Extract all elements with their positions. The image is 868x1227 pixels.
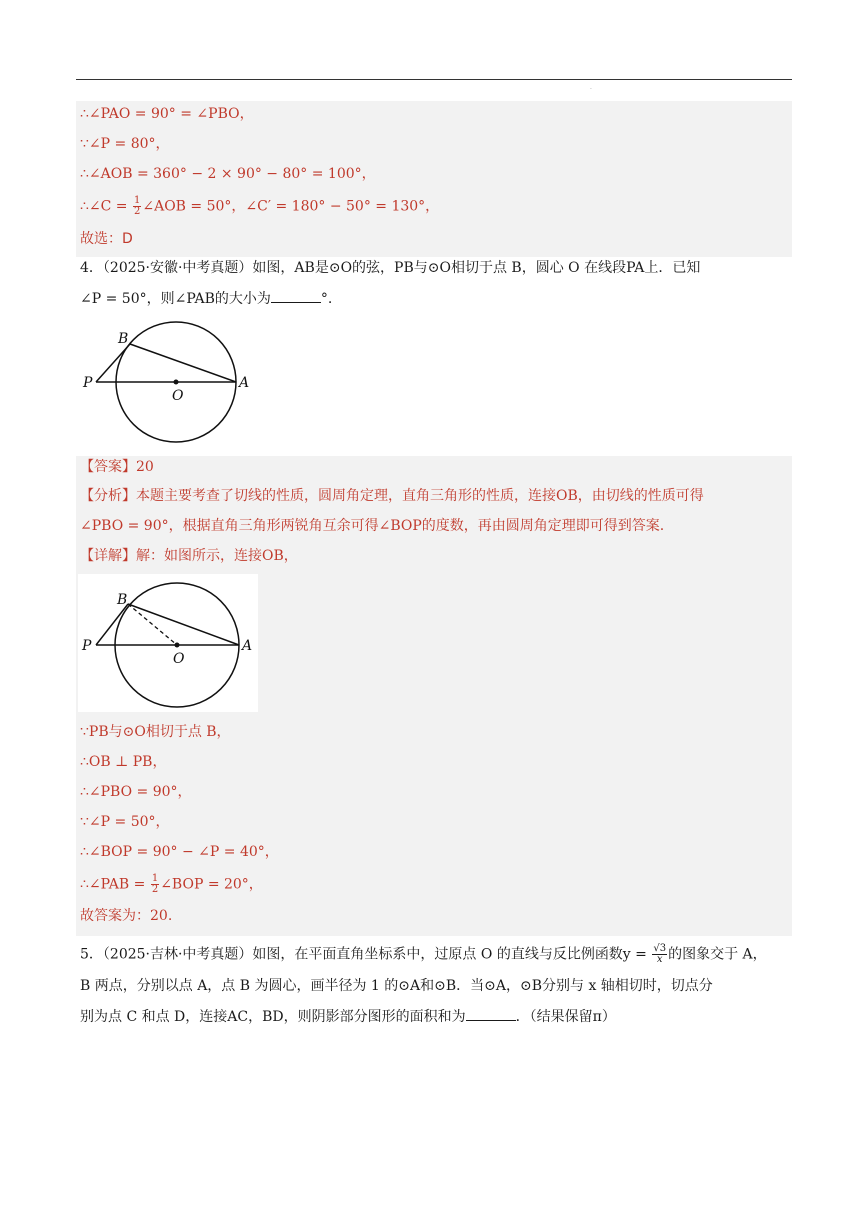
q4-detail-head: 【详解】: [80, 548, 136, 564]
q4-step-6-post: ∠BOP = 20°，: [160, 876, 263, 893]
label-a: A: [239, 375, 250, 391]
label-o: O: [172, 388, 184, 404]
segment-pb: [96, 344, 130, 382]
prev-line-3: ∴∠AOB = 360° − 2 × 90° − 80° = 100°，: [80, 166, 376, 182]
frac-den: 2: [151, 884, 159, 895]
q5-line-1: [80, 944, 767, 965]
q4-analysis-line-2: ∠PBO = 90°，根据直角三角形两锐角互余可得∠BOP的度数，再由圆周角定理即可得到答案.: [80, 518, 665, 534]
prev-line-4-pre: ∴∠C =: [80, 198, 132, 215]
segment-ba: [130, 344, 236, 382]
header-rule: [76, 79, 792, 80]
answer-blank: [271, 288, 321, 303]
q4-answer: 【答案】20: [80, 459, 154, 475]
q4-detail-text: 解：如图所示，连接OB，: [136, 548, 298, 564]
q4-step-2: ∴OB ⊥ PB，: [80, 754, 167, 770]
label-b: B: [117, 592, 128, 608]
q5-line-1-pre: 5．（2025·吉林·中考真题）如图，在平面直角坐标系中，过原点 O 的直线与反比例函数y =: [80, 946, 652, 963]
frac-num: √3: [653, 943, 667, 954]
q5-line-1-post: 的图象交于 A，: [668, 946, 767, 963]
frac-num: 1: [133, 195, 141, 206]
frac-den: x: [656, 954, 663, 965]
q4-step-4: ∵∠P = 50°，: [80, 814, 170, 830]
q4-figure: [78, 318, 258, 448]
q5-line-3-post: ．（结果保留π）: [515, 1009, 616, 1025]
q4-stem-line-1: 4．（2025·安徽·中考真题）如图，AB是⊙O的弦，PB与⊙O相切于点 B，圆心 O 在线段PA上．已知: [80, 260, 701, 276]
header-dot: ·: [590, 86, 592, 93]
prev-line-4: [80, 196, 439, 217]
label-a: A: [242, 638, 253, 654]
q5-frac: [652, 944, 667, 965]
q5-line-2: B 两点，分别以点 A，点 B 为圆心，画半径为 1 的⊙A和⊙B．当⊙A，⊙B分别与 x 轴相切时，切点分: [80, 978, 713, 994]
q5-line-3-pre: 别为点 C 和点 D，连接AC，BD，则阴影部分图形的面积和为: [80, 1009, 466, 1025]
frac-den: 2: [133, 206, 141, 217]
prev-choice: 故选：D: [80, 231, 133, 247]
q4-stem-line-2: [80, 288, 332, 309]
label-o: O: [173, 651, 185, 667]
q4-step-5: ∴∠BOP = 90° − ∠P = 40°，: [80, 844, 279, 860]
q4-step-6-frac: [151, 874, 159, 895]
q4-final: 故答案为：20.: [80, 908, 173, 924]
prev-line-4-frac: [133, 196, 141, 217]
prev-line-4-post: ∠AOB = 50°，∠C′ = 180° − 50° = 130°，: [142, 198, 440, 215]
q4-analysis-line-1: 【分析】本题主要考查了切线的性质，圆周角定理，直角三角形的性质，连接OB，由切线的性质可得: [80, 488, 704, 504]
label-p: P: [82, 638, 92, 654]
q4-step-6-pre: ∴∠PAB =: [80, 876, 150, 893]
q4-step-3: ∴∠PBO = 90°，: [80, 784, 192, 800]
answer-blank: [466, 1006, 516, 1021]
center-dot: [174, 380, 179, 385]
prev-line-1: ∴∠PAO = 90° = ∠PBO，: [80, 106, 254, 122]
q4-step-1: ∵PB与⊙O相切于点 B，: [80, 724, 231, 740]
q4-detail: [80, 546, 298, 566]
frac-num: 1: [151, 873, 159, 884]
q5-line-3: [80, 1006, 616, 1027]
figure-background: [78, 574, 258, 712]
prev-line-2: ∵∠P = 80°，: [80, 136, 170, 152]
center-dot: [175, 643, 180, 648]
q4-stem-line-2-pre: ∠P = 50°，则∠PAB的大小为: [80, 291, 271, 307]
q4-step-6: [80, 874, 263, 895]
q4-stem-line-2-post: °.: [320, 291, 333, 307]
label-p: P: [83, 375, 93, 391]
label-b: B: [118, 331, 129, 347]
q4-detail-figure: [78, 574, 258, 712]
